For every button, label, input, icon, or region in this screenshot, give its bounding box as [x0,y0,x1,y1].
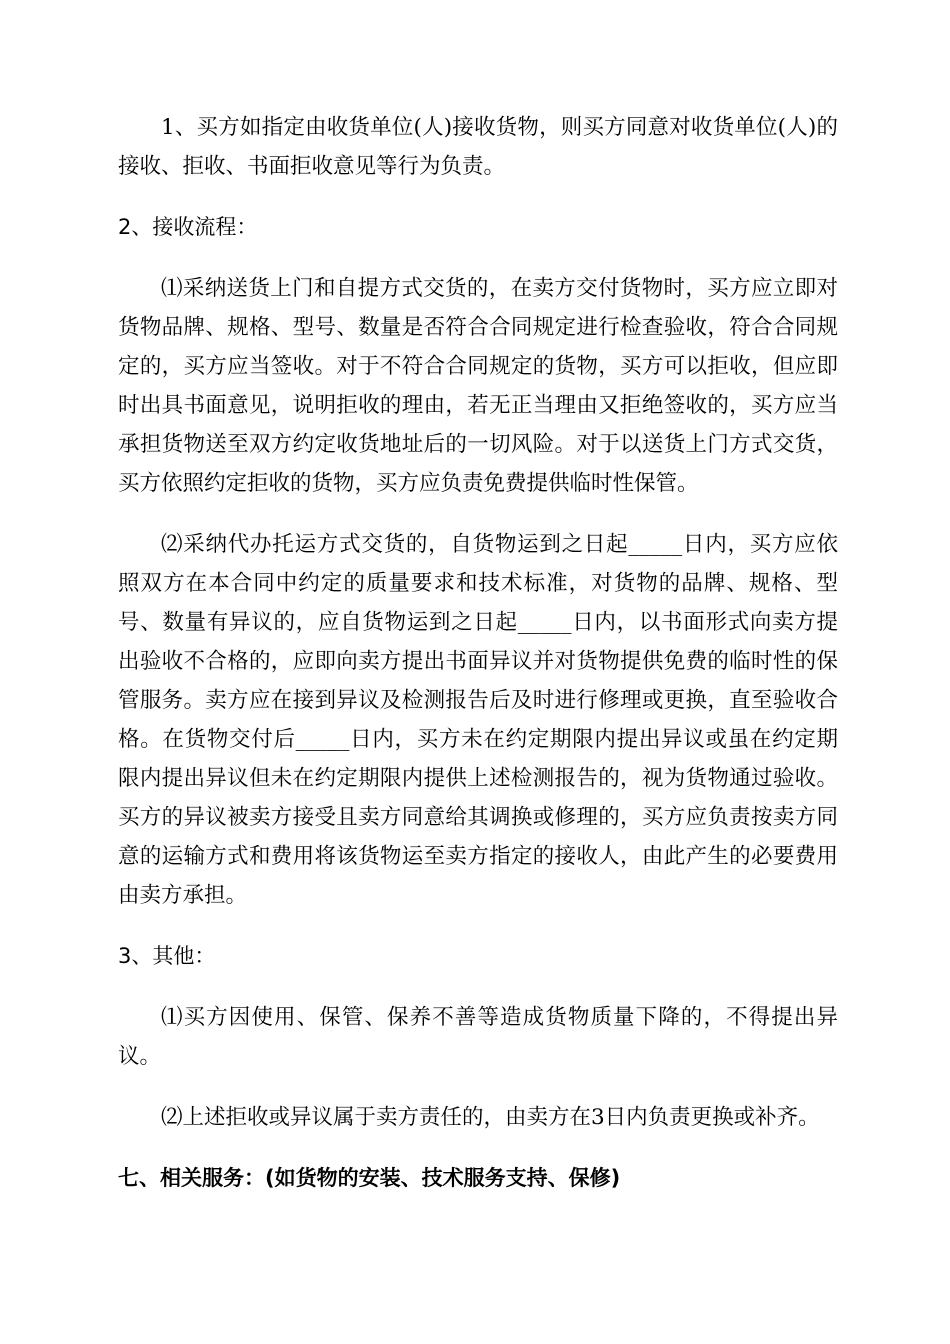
heading-other: 3、其他： [118,944,216,968]
heading-related-services: 七、相关服务：(如货物的安装、技术服务支持、保修) [118,1166,621,1190]
paragraph-receiver-responsibility: 1、买方如指定由收货单位(人)接收货物，则买方同意对收货单位(人)的接收、拒收、书面拒收意见等行为负责。 [118,115,838,179]
heading-receiving-process: 2、接收流程： [118,215,258,239]
paragraph-consigned-shipping: ⑵采纳代办托运方式交货的，自货物运到之日起_____日内，买方应依照双方在本合同中约定的质量要求和技术标准，对货物的品牌、规格、型号、数量有异议的，应自货物运到之日起_____日内，以书面形式向卖方提出验收不合格的，应即向卖方提出书面异议并对货物提供免费的临时性的保管服务。卖方应在接到异议及检测报告后及时进行修理或更换，直至验收合格。在货物交付后_____日内，买方未在约定期限内提出异议或虽在约定期限内提出异议但未在约定期限内提供上述检测报告的，视为货物通过验收。买方的异议被卖方接受且卖方同意给其调换或修理的，买方应负责按卖方同意的运输方式和费用将该货物运至卖方指定的接收人，由此产生的必要费用由卖方承担。 [118,532,838,908]
paragraph-delivery-pickup: ⑴采纳送货上门和自提方式交货的，在卖方交付货物时，买方应立即对货物品牌、规格、型号、数量是否符合合同规定进行检查验收，符合合同规定的，买方应当签收。对于不符合合同规定的货物，买方可以拒收，但应即时出具书面意见，说明拒收的理由，若无正当理由又拒绝签收的，买方应当承担货物送至双方约定收货地址后的一切风险。对于以送货上门方式交货，买方依照约定拒收的货物，买方应负责免费提供临时性保管。 [118,276,838,496]
document-page [118,108,838,1198]
paragraph-seller-replacement: ⑵上述拒收或异议属于卖方责任的，由卖方在3日内负责更换或补齐。 [161,1105,820,1130]
paragraph-improper-use: ⑴买方因使用、保管、保养不善等造成货物质量下降的，不得提出异议。 [118,1005,838,1069]
